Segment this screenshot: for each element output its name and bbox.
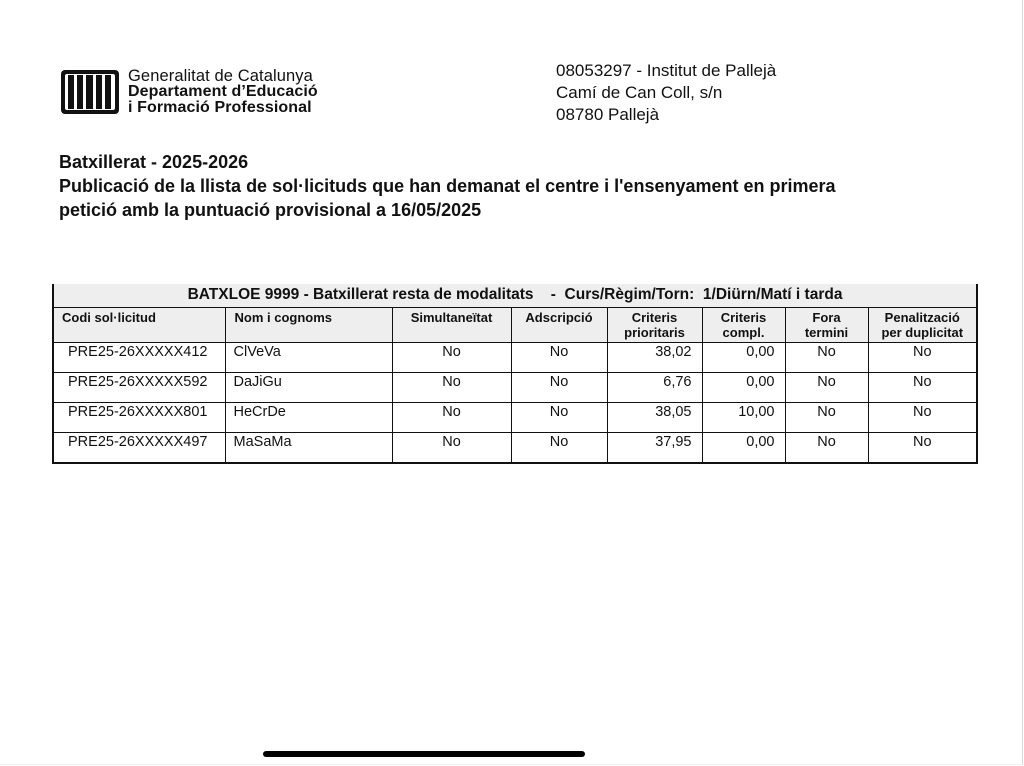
generalitat-emblem-icon xyxy=(60,67,120,117)
cell-fora-termini: No xyxy=(785,433,868,463)
cell-penalitzacio: No xyxy=(868,343,977,373)
table-row xyxy=(53,343,977,373)
table-row xyxy=(53,433,977,463)
cell-name: DaJiGu xyxy=(225,373,392,403)
cell-prioritaris: 38,05 xyxy=(607,403,702,433)
year-line: Batxillerat - 2025-2026 xyxy=(59,152,249,172)
logo-text xyxy=(128,68,318,116)
table-header-row xyxy=(53,308,977,343)
logo-generalitat: Generalitat de Catalunya xyxy=(128,67,313,85)
col-header-name: Nom i cognoms xyxy=(225,308,392,343)
table-caption: BATXLOE 9999 - Batxillerat resta de modalitats - Curs/Règim/Torn: 1/Diürn/Matí i tarda xyxy=(53,284,977,308)
table-row xyxy=(53,373,977,403)
cell-code: PRE25-26XXXXX412 xyxy=(53,343,225,373)
cell-simultaneitat: No xyxy=(392,343,511,373)
generalitat-logo xyxy=(60,67,318,117)
cell-name: HeCrDe xyxy=(225,403,392,433)
title-line-1: Publicació de la llista de sol·licituds que han demanat el centre i l'ensenyament en primera xyxy=(59,176,836,196)
cell-fora-termini: No xyxy=(785,343,868,373)
cell-name: MaSaMa xyxy=(225,433,392,463)
cell-complementaris: 10,00 xyxy=(702,403,785,433)
cell-code: PRE25-26XXXXX592 xyxy=(53,373,225,403)
cell-penalitzacio: No xyxy=(868,433,977,463)
col-header-prioritaris: Criteris prioritaris xyxy=(607,308,702,343)
cell-code: PRE25-26XXXXX497 xyxy=(53,433,225,463)
home-indicator[interactable] xyxy=(263,751,585,757)
center-postal: 08780 Pallejà xyxy=(556,105,660,124)
cell-complementaris: 0,00 xyxy=(702,343,785,373)
logo-formacio: i Formació Professional xyxy=(128,99,312,116)
col-header-fora-termini: Fora termini xyxy=(785,308,868,343)
col-header-complementaris: Criteris compl. xyxy=(702,308,785,343)
cell-prioritaris: 6,76 xyxy=(607,373,702,403)
center-info xyxy=(556,60,776,126)
document-title xyxy=(59,150,979,222)
cell-complementaris: 0,00 xyxy=(702,433,785,463)
col-header-code: Codi sol·licitud xyxy=(53,308,225,343)
table-row xyxy=(53,403,977,433)
cell-adscripcio: No xyxy=(511,373,607,403)
cell-complementaris: 0,00 xyxy=(702,373,785,403)
cell-fora-termini: No xyxy=(785,403,868,433)
applications-table xyxy=(52,284,978,464)
cell-prioritaris: 37,95 xyxy=(607,433,702,463)
cell-penalitzacio: No xyxy=(868,403,977,433)
title-line-2: petició amb la puntuació provisional a 16/05/2025 xyxy=(59,200,482,220)
col-header-simultaneitat: Simultaneïtat xyxy=(392,308,511,343)
cell-simultaneitat: No xyxy=(392,433,511,463)
cell-adscripcio: No xyxy=(511,433,607,463)
col-header-adscripcio: Adscripció xyxy=(511,308,607,343)
cell-fora-termini: No xyxy=(785,373,868,403)
cell-prioritaris: 38,02 xyxy=(607,343,702,373)
center-code-name: 08053297 - Institut de Pallejà xyxy=(556,61,777,80)
cell-adscripcio: No xyxy=(511,403,607,433)
cell-simultaneitat: No xyxy=(392,373,511,403)
cell-penalitzacio: No xyxy=(868,373,977,403)
cell-name: ClVeVa xyxy=(225,343,392,373)
cell-simultaneitat: No xyxy=(392,403,511,433)
cell-adscripcio: No xyxy=(511,343,607,373)
col-header-penalitzacio: Penalització per duplicitat xyxy=(868,308,977,343)
center-address: Camí de Can Coll, s/n xyxy=(556,83,723,102)
logo-departament: Departament d’Educació xyxy=(128,83,318,100)
cell-code: PRE25-26XXXXX801 xyxy=(53,403,225,433)
